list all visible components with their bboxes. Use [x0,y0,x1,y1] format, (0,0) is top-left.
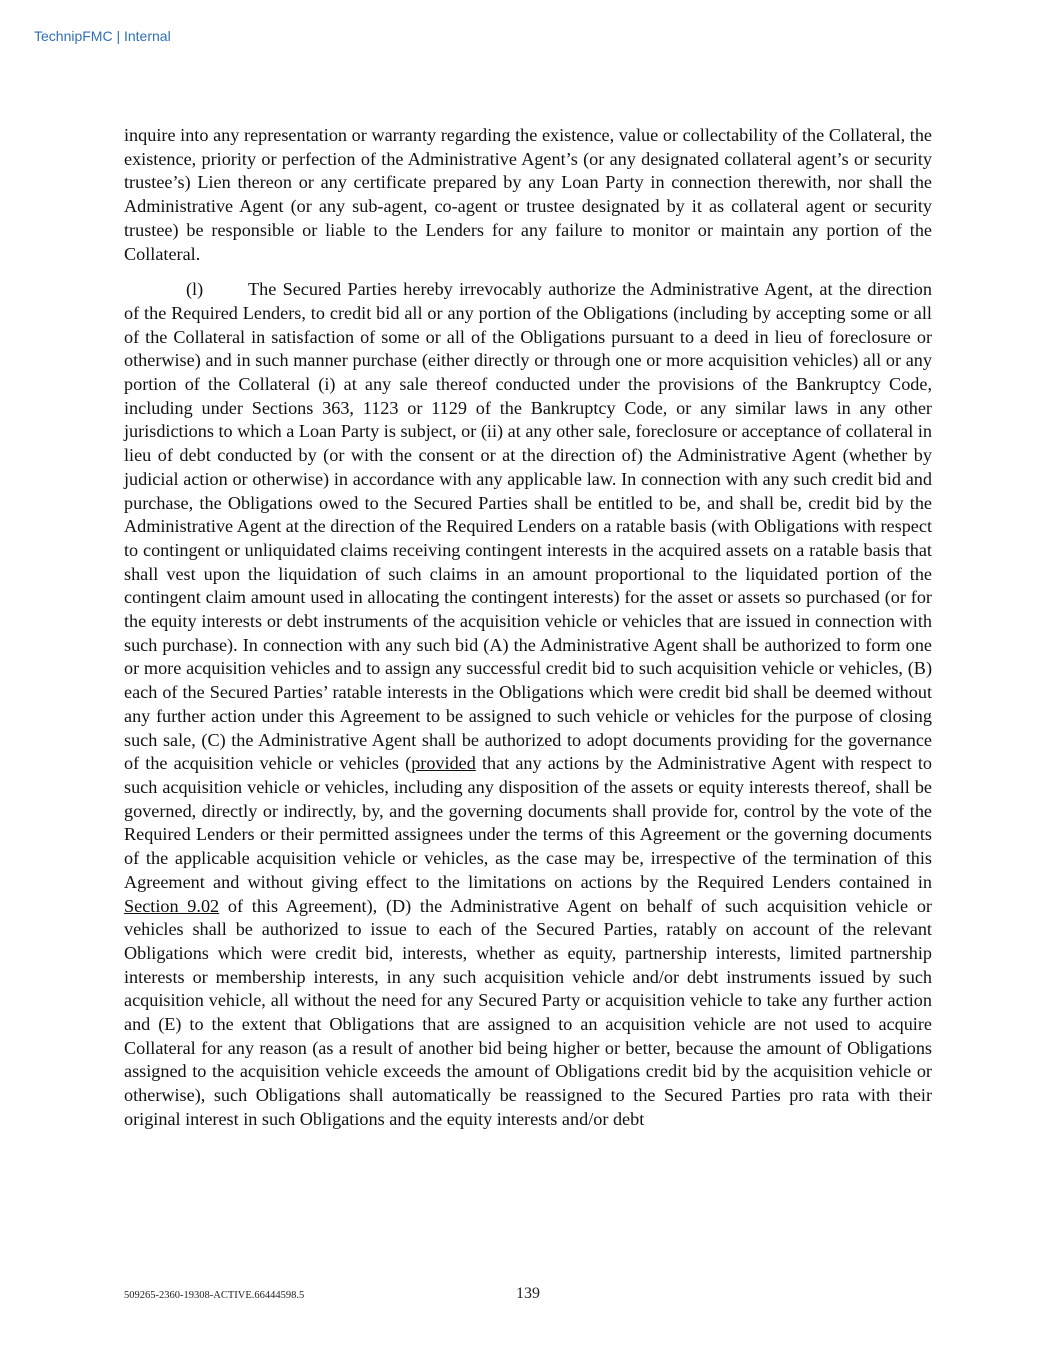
classification-label: TechnipFMC | Internal [34,28,171,44]
document-id: 509265-2360-19308-ACTIVE.66444598.5 [124,1290,305,1301]
page-number: 139 [516,1285,540,1302]
paragraph-l-text-part2: that any actions by the Administrative Agent with respect to such acquisition vehicle or vehicles, including any disposition of the assets or equity interests thereof, shall be governed, directly or indirectly, by, and the governing documents shall provide for, control by the vote of the Required Lenders or their permitted assignees under the terms of this Agreement or the governing documents of the applicable acquisition vehicle or vehicles, as the case may be, irrespective of the termination of this Agreement and without giving effect to the limitations on actions by the Required Lenders contained in [124,753,932,892]
paragraph-l-text-part1: The Secured Parties hereby irrevocably authorize the Administrative Agent, at the direction of the Required Lenders, to credit bid all or any portion of the Obligations (including by accepting some or all of the Collateral in satisfaction of some or all of the Obligations pursuant to a deed in lieu of foreclosure or otherwise) and in such manner purchase (either directly or through one or more acquisition vehicles) all or any portion of the Collateral (i) at any sale thereof conducted under the provisions of the Bankruptcy Code, including under Sections 363, 1123 or 1129 of the Bankruptcy Code, or any similar laws in any other jurisdictions to which a Loan Party is subject, or (ii) at any other sale, foreclosure or acceptance of collateral in lieu of debt conducted by (or with the consent or at the direction of) the Administrative Agent (whether by judicial action or otherwise) in accordance with any applicable law. In connection with any such credit bid and purchase, the Obligations owed to the Secured Parties shall be entitled to be, and shall be, credit bid by the Administrative Agent at the direction of the Required Lenders on a ratable basis (with Obligations with respect to contingent or unliquidated claims receiving contingent interests in the acquired assets on a ratable basis that shall vest upon the liquidation of such claims in an amount proportional to the liquidated portion of the contingent claim amount used in allocating the contingent interests) for the asset or assets so purchased (or for the equity interests or debt instruments of the acquisition vehicle or vehicles that are issued in connection with such purchase). In connection with any such bid (A) the Administrative Agent shall be authorized to form one or more acquisition vehicles and to assign any successful credit bid to such acquisition vehicle or vehicles, (B) each of the Secured Parties’ ratable interests in the Obligations which were credit bid shall be deemed without any further action under this Agreement to be assigned to such vehicle or vehicles for the purpose of closing such sale, (C) the Administrative Agent shall be authorized to adopt documents providing for the governance of the acquisition vehicle or vehicles ( [124,279,932,774]
provided-term: provided [411,753,476,774]
paragraph-l-text-part3: of this Agreement), (D) the Administrative Agent on behalf of such acquisition vehicle or vehicles shall be authorized to issue to each of the Secured Parties, ratably on account of the relevant Obligations which were credit bid, interests, whether as equity, partnership interests, limited partnership interests or membership interests, in any such acquisition vehicle and/or debt instruments issued by such acquisition vehicle, all without the need for any Secured Party or acquisition vehicle to take any further action and (E) to the extent that Obligations that are assigned to an acquisition vehicle are not used to acquire Collateral for any reason (as a result of another bid being higher or better, because the amount of Obligations assigned to the acquisition vehicle exceeds the amount of Obligations credit bid by the acquisition vehicle or otherwise), such Obligations shall automatically be reassigned to the Secured Parties pro rata with their original interest in such Obligations and the equity interests and/or debt [124,895,932,1129]
paragraph-marker: (l) [186,279,204,300]
paragraph-continuation: inquire into any representation or warranty regarding the existence, value or collectability of the Collateral, the existence, priority or perfection of the Administrative Agent’s (or any designated collateral agent’s or security trustee’s) Lien thereon or any certificate prepared by any Loan Party in connection therewith, nor shall the Administrative Agent (or any sub-agent, co-agent or trustee designated by it as collateral agent or security trustee) be responsible or liable to the Lenders for any failure to monitor or maintain any portion of the Collateral. [124,125,932,264]
section-reference: Section 9.02 [124,895,220,916]
document-body [124,124,932,1132]
paragraph-l [124,278,932,1131]
